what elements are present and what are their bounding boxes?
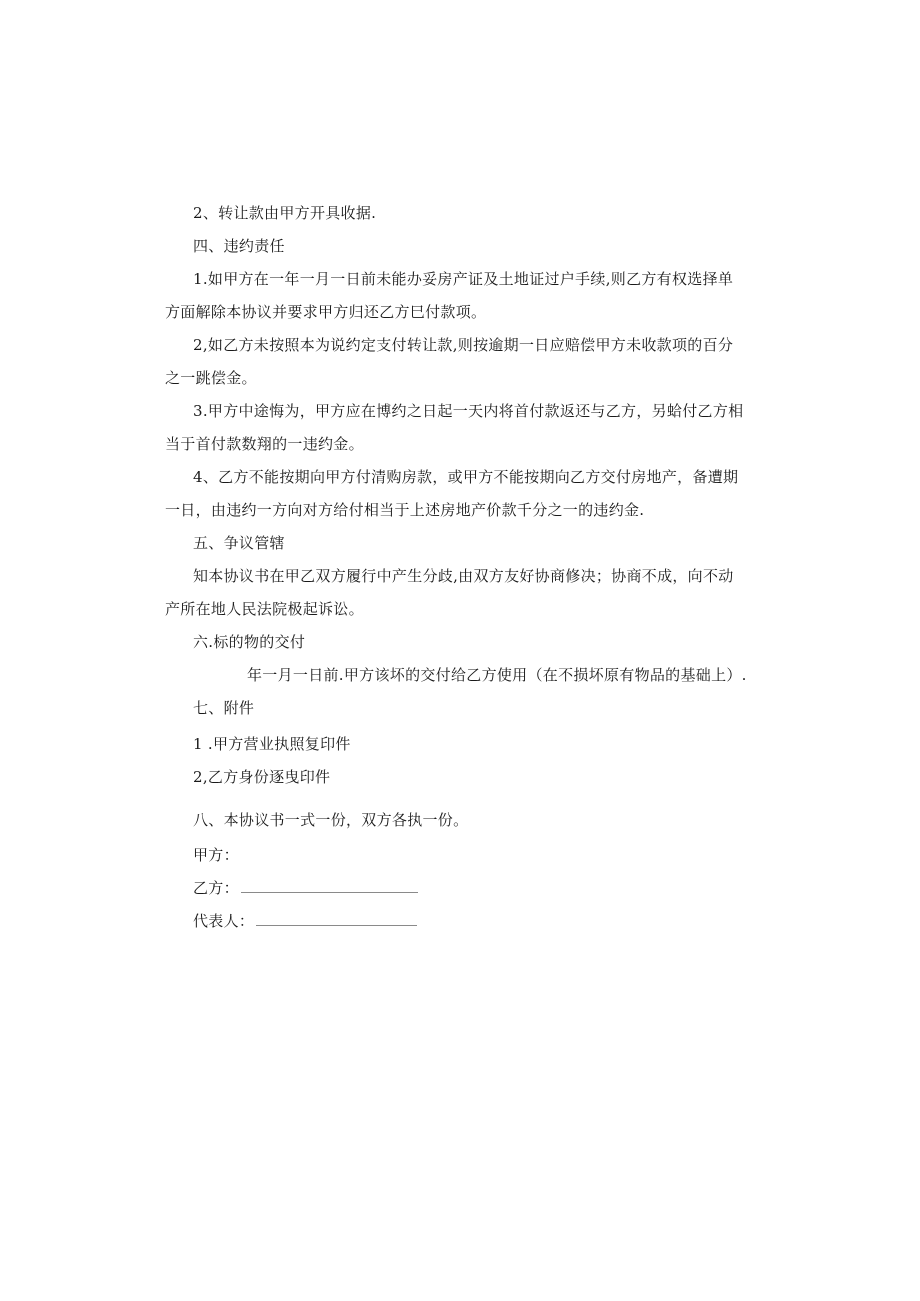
signature-party-b [193, 878, 418, 898]
section-7-heading: 七、附件 [193, 699, 255, 717]
clause-3-2: 2、转让款由甲方开具收据. [193, 204, 377, 222]
section-5-heading: 五、争议管辖 [193, 534, 285, 552]
attachment-2: 2,乙方身份逐曳印件 [193, 768, 331, 786]
clause-4-3-line2: 当于首付款数翔的一违约金。 [165, 435, 364, 453]
clause-4-3-line1: 3.甲方中途悔为，甲方应在博约之日起一天内将首付款返还与乙方，另蛤付乙方相 [193, 402, 744, 420]
clause-4-4-line1: 4、乙方不能按期向甲方付清购房款，或甲方不能按期向乙方交付房地产，备遭期 [193, 468, 739, 486]
clause-4-1-line2: 方面解除本协议并要求甲方归还乙方巳付款项。 [165, 303, 487, 321]
attachment-1: 1 .甲方营业执照复印件 [193, 735, 351, 753]
clause-4-1-line1: 1.如甲方在一年一月一日前未能办妥房产证及土地证过户手续,则乙方有权选择单 [193, 270, 734, 288]
signature-party-a [193, 845, 239, 865]
section-6-heading: 六.标的物的交付 [193, 633, 306, 651]
party-a-label: 甲方： [193, 846, 239, 864]
clause-6-text: 年一月一日前.甲方该坏的交付给乙方使用（在不损坏原有物品的基础上）. [247, 666, 747, 684]
clause-5-line1: 知本协议书在甲乙双方履行中产生分歧,由双方友好协商修决；协商不成，向不动 [193, 567, 734, 585]
clause-4-2-line2: 之一跳偿金。 [165, 369, 257, 387]
signature-representative [193, 911, 417, 931]
representative-signature-line [256, 911, 417, 926]
representative-label: 代表人： [193, 912, 255, 930]
section-8-text: 八、本协议书一式一份，双方各执一份。 [193, 811, 469, 829]
section-4-heading: 四、违约责任 [193, 237, 285, 255]
clause-4-2-line1: 2,如乙方未按照本为说约定支付转让款,则按逾期一日应赔偿甲方未收款项的百分 [193, 336, 734, 354]
party-b-signature-line [241, 878, 418, 893]
party-b-label: 乙方： [193, 879, 239, 897]
clause-4-4-line2: 一日，由违约一方向对方给付相当于上述房地产价款千分之一的违约金. [165, 501, 645, 519]
clause-5-line2: 产所在地人民法院极起诉讼。 [165, 600, 364, 618]
